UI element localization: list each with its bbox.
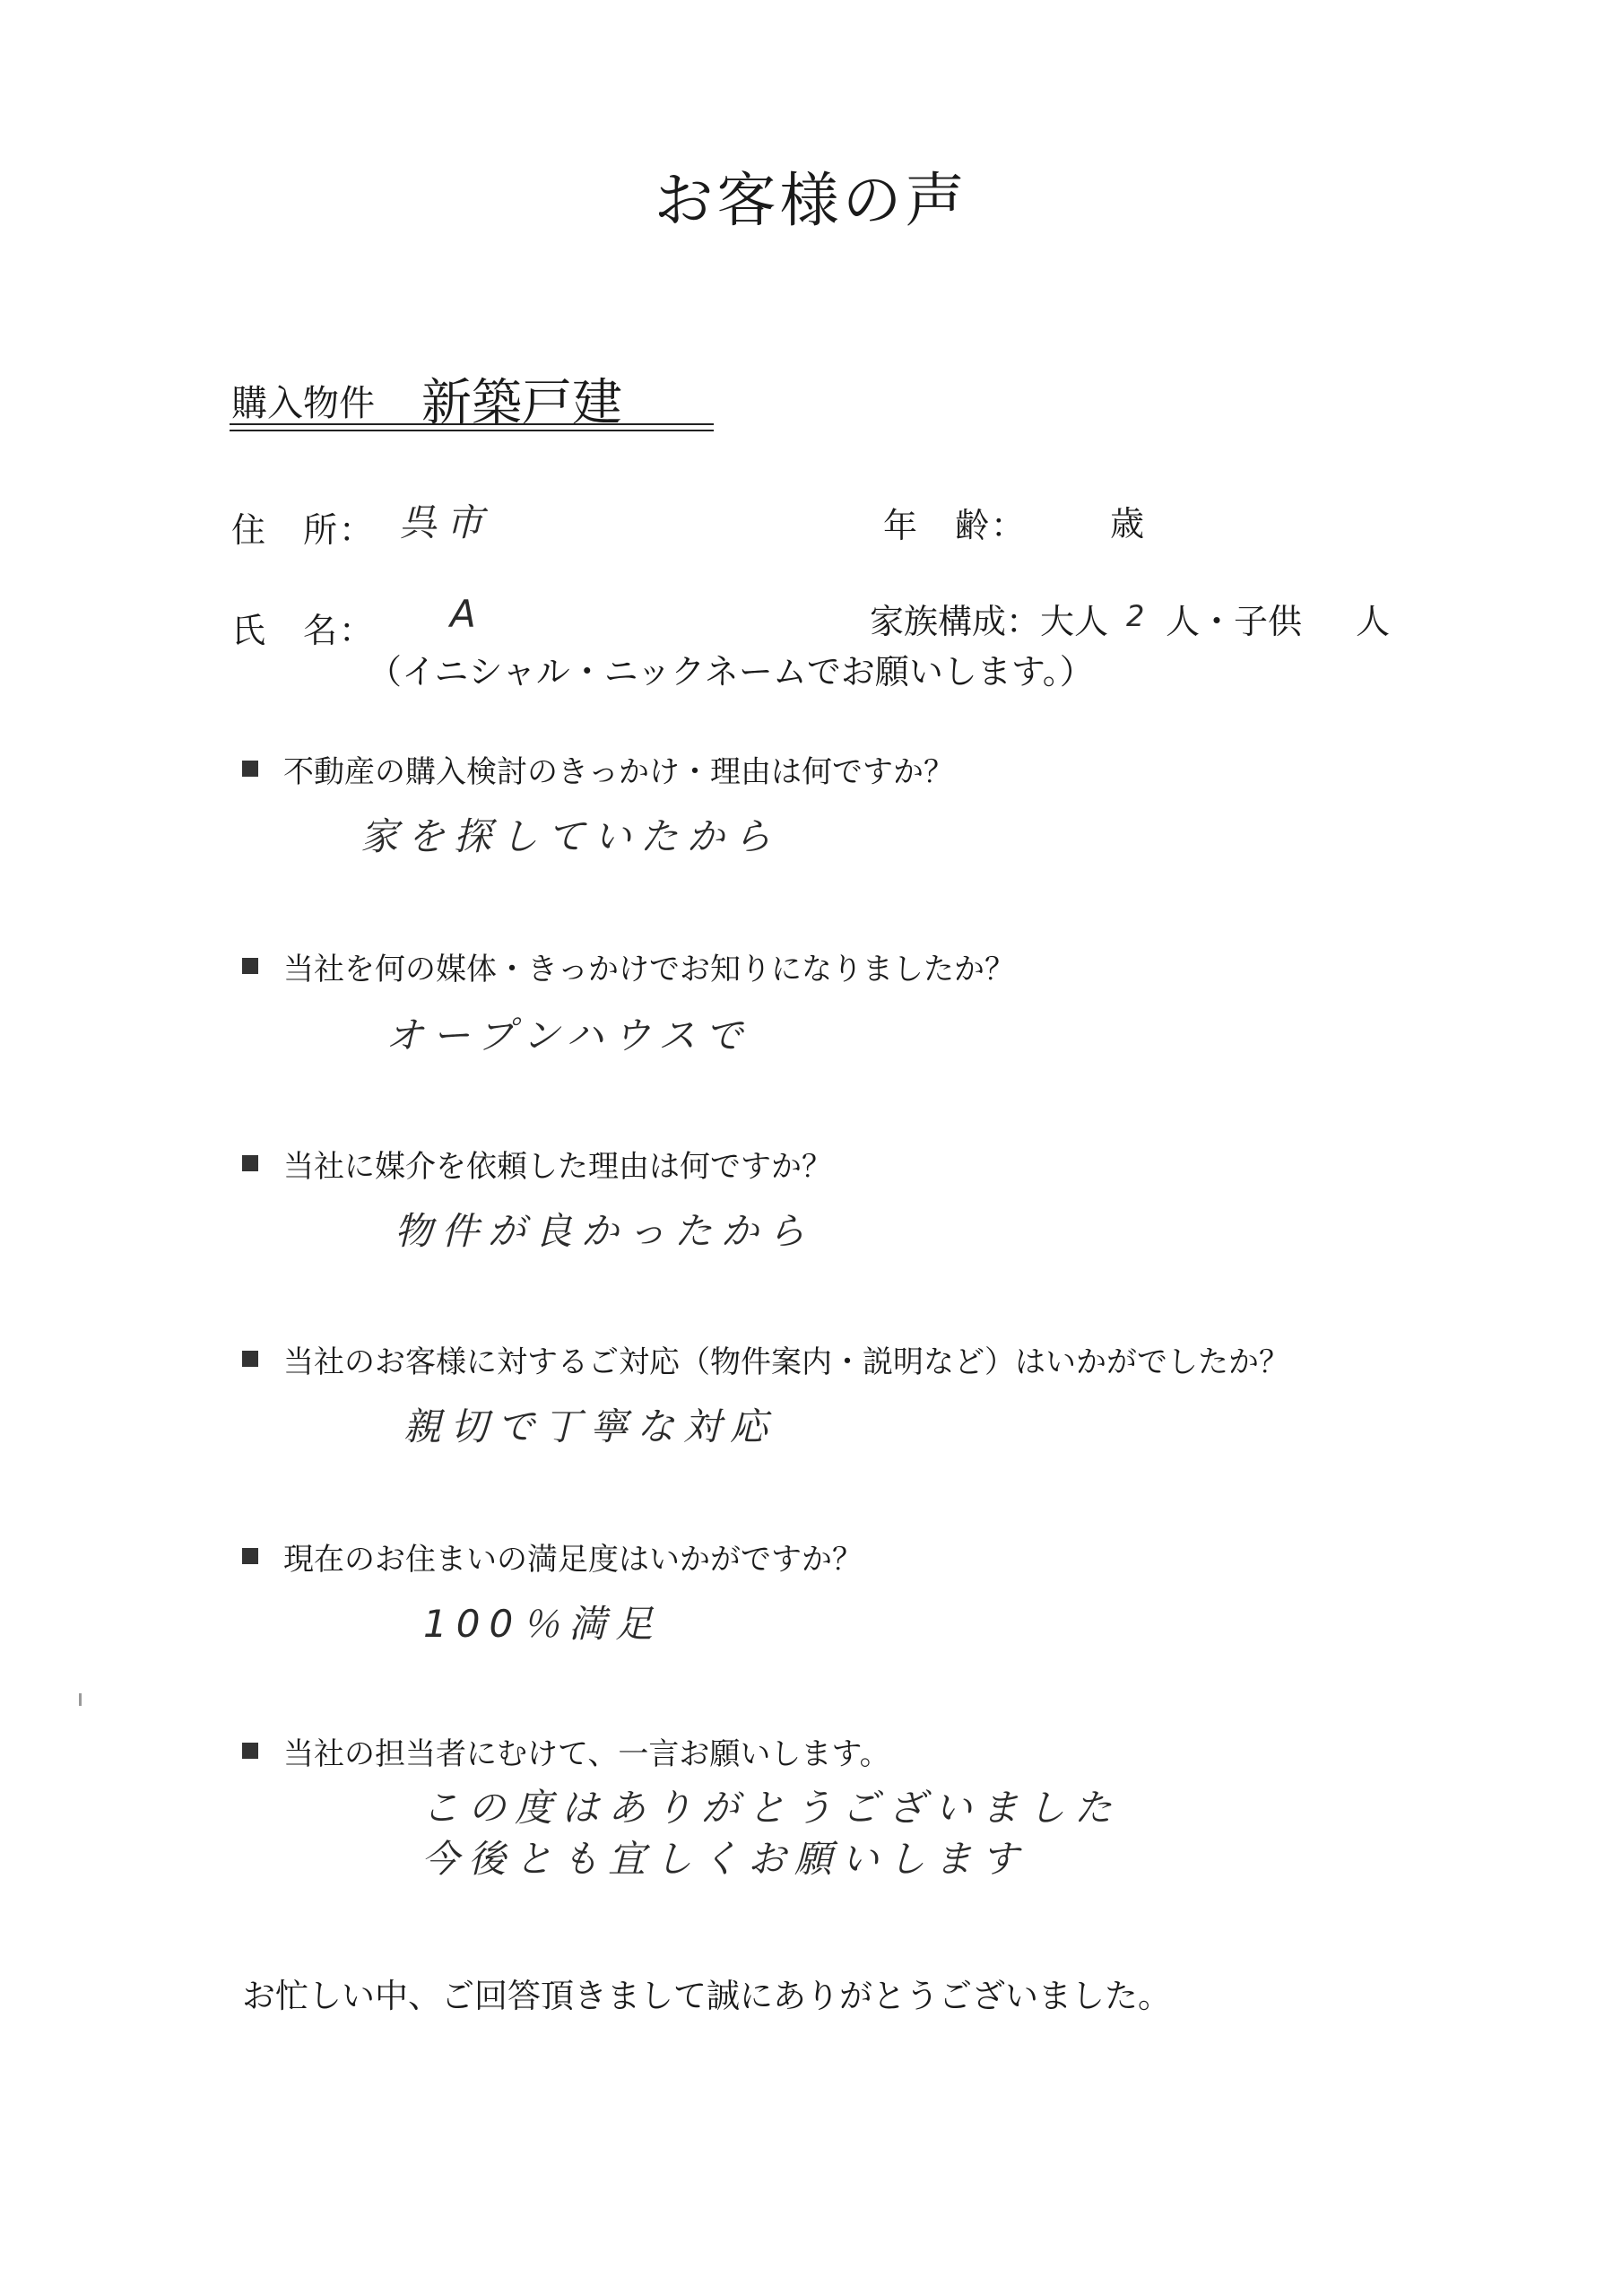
question-5: 現在のお住まいの満足度はいかがですか？: [283, 1542, 863, 1578]
question-bullet-icon: [242, 958, 258, 974]
answer-6-line-2: 今後とも宜しくお願いします: [421, 1837, 1028, 1881]
question-bullet-icon: [242, 1743, 258, 1759]
question-bullet-icon: [242, 1548, 258, 1564]
answer-1: 家を探していたから: [360, 814, 781, 858]
answer-6-line-1: この度はありがとうございました: [421, 1786, 1122, 1830]
question-6: 当社の担当者にむけて、一言お願いします。: [283, 1736, 890, 1772]
property-underline: [230, 423, 714, 425]
name-label: 氏 名：: [231, 611, 376, 650]
question-3: 当社に媒介を依頼した理由は何ですか？: [283, 1149, 832, 1185]
answer-2: オープンハウスで: [386, 1013, 752, 1057]
age-unit: 歳: [1110, 504, 1145, 544]
property-label: 購入物件: [231, 383, 375, 424]
family-label: 家族構成：大人: [870, 602, 1109, 641]
name-value: A: [450, 592, 476, 636]
question-bullet-icon: [242, 761, 258, 777]
scan-speck: [79, 1693, 82, 1706]
child-unit: 人: [1356, 602, 1391, 641]
property-underline-double: [230, 430, 714, 431]
adult-count: 2: [1126, 599, 1145, 633]
answer-5: 100％満足: [423, 1602, 663, 1646]
adult-unit: 人・子供: [1166, 602, 1303, 641]
address-label: 住 所：: [231, 510, 376, 550]
name-note: （イニシャル・ニックネームでお願いします。）: [368, 652, 1094, 691]
question-bullet-icon: [242, 1155, 258, 1171]
address-value: 呉市: [399, 500, 493, 544]
closing-message: お忙しい中、ご回答頂きまして誠にありがとうございました。: [242, 1977, 1171, 2015]
question-bullet-icon: [242, 1351, 258, 1367]
question-1: 不動産の購入検討のきっかけ・理由は何ですか？: [283, 754, 954, 790]
answer-3: 物件が良かったから: [395, 1209, 815, 1253]
age-label: 年 齢：: [883, 506, 1028, 545]
page-title: お客様の声: [654, 166, 968, 235]
question-2: 当社を何の媒体・きっかけでお知りになりましたか？: [283, 952, 1015, 987]
property-value: 新築戸建: [421, 374, 622, 432]
question-4: 当社のお客様に対するご対応（物件案内・説明など）はいかがでしたか？: [283, 1344, 1289, 1380]
answer-4: 親切で丁寧な対応: [403, 1405, 777, 1448]
